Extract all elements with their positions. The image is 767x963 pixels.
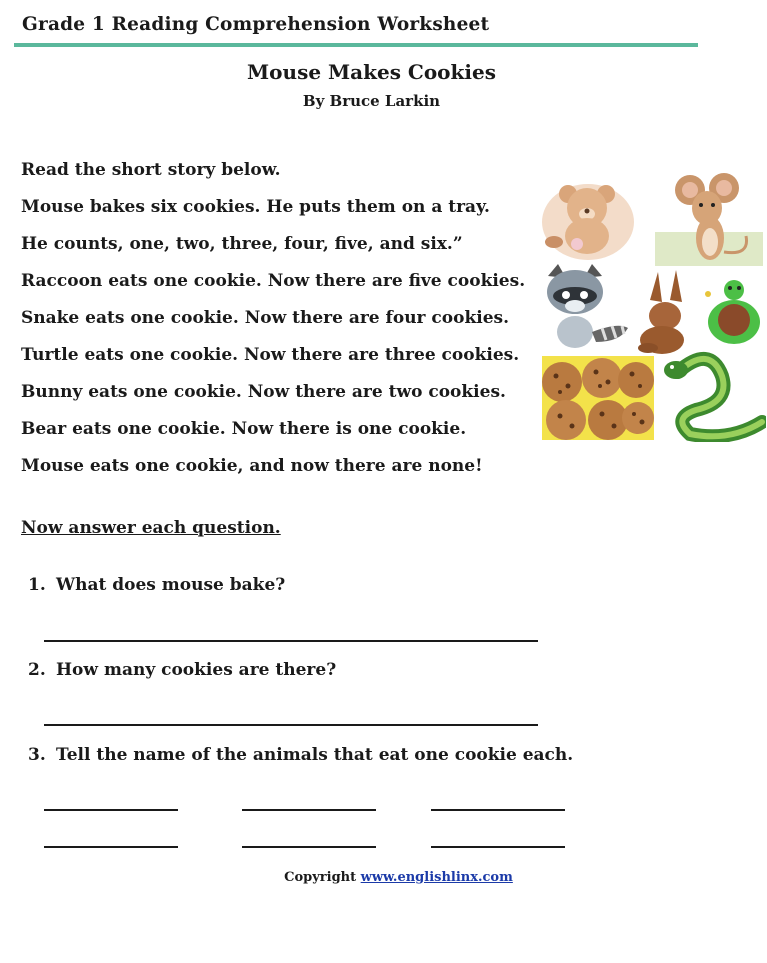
story-line: Snake eats one cookie. Now there are four cookies. [21, 308, 510, 328]
animal-illustrations [540, 172, 766, 442]
question-text: Tell the name of the animals that eat one cookie each. [56, 745, 574, 765]
answer-line-2[interactable] [44, 724, 538, 726]
story-line: Mouse bakes six cookies. He puts them on a tray. [21, 197, 490, 217]
cookies-icon [542, 356, 654, 440]
question-3 [28, 745, 573, 765]
answer-blank[interactable] [431, 846, 565, 848]
answer-blank[interactable] [44, 846, 178, 848]
answer-blank[interactable] [431, 809, 565, 811]
raccoon-icon [547, 264, 628, 348]
question-text: How many cookies are there? [56, 660, 337, 680]
bunny-icon [638, 270, 684, 354]
bear-icon [542, 184, 634, 260]
story-line: Mouse eats one cookie, and now there are none! [21, 456, 483, 476]
question-number: 1. [28, 575, 46, 595]
question-number: 2. [28, 660, 46, 680]
story-text [21, 158, 525, 491]
copyright-footer [0, 870, 767, 885]
story-line: Read the short story below. [21, 160, 281, 180]
question-number: 3. [28, 745, 46, 765]
copyright-label: Copyright [284, 870, 357, 885]
question-1 [28, 575, 285, 595]
story-line: He counts, one, two, three, four, five, and six.” [21, 234, 463, 254]
answer-line-1[interactable] [44, 640, 538, 642]
turtle-icon [705, 280, 760, 344]
answer-blank[interactable] [242, 809, 376, 811]
story-author: By Bruce Larkin [302, 92, 441, 110]
question-2 [28, 660, 336, 680]
snake-icon [664, 359, 762, 436]
question-text: What does mouse bake? [56, 575, 286, 595]
header-rule [14, 43, 698, 47]
story-line: Raccoon eats one cookie. Now there are five cookies. [21, 271, 526, 291]
story-line: Turtle eats one cookie. Now there are three cookies. [21, 345, 520, 365]
story-title: Mouse Makes Cookies [247, 60, 496, 84]
mouse-icon [655, 173, 763, 266]
answer-blank[interactable] [242, 846, 376, 848]
questions-heading: Now answer each question. [21, 518, 281, 538]
worksheet-header: Grade 1 Reading Comprehension Worksheet [22, 14, 490, 35]
story-line: Bear eats one cookie. Now there is one cookie. [21, 419, 467, 439]
website-link[interactable]: www.englishlinx.com [360, 870, 513, 885]
story-line: Bunny eats one cookie. Now there are two cookies. [21, 382, 506, 402]
answer-blank[interactable] [44, 809, 178, 811]
